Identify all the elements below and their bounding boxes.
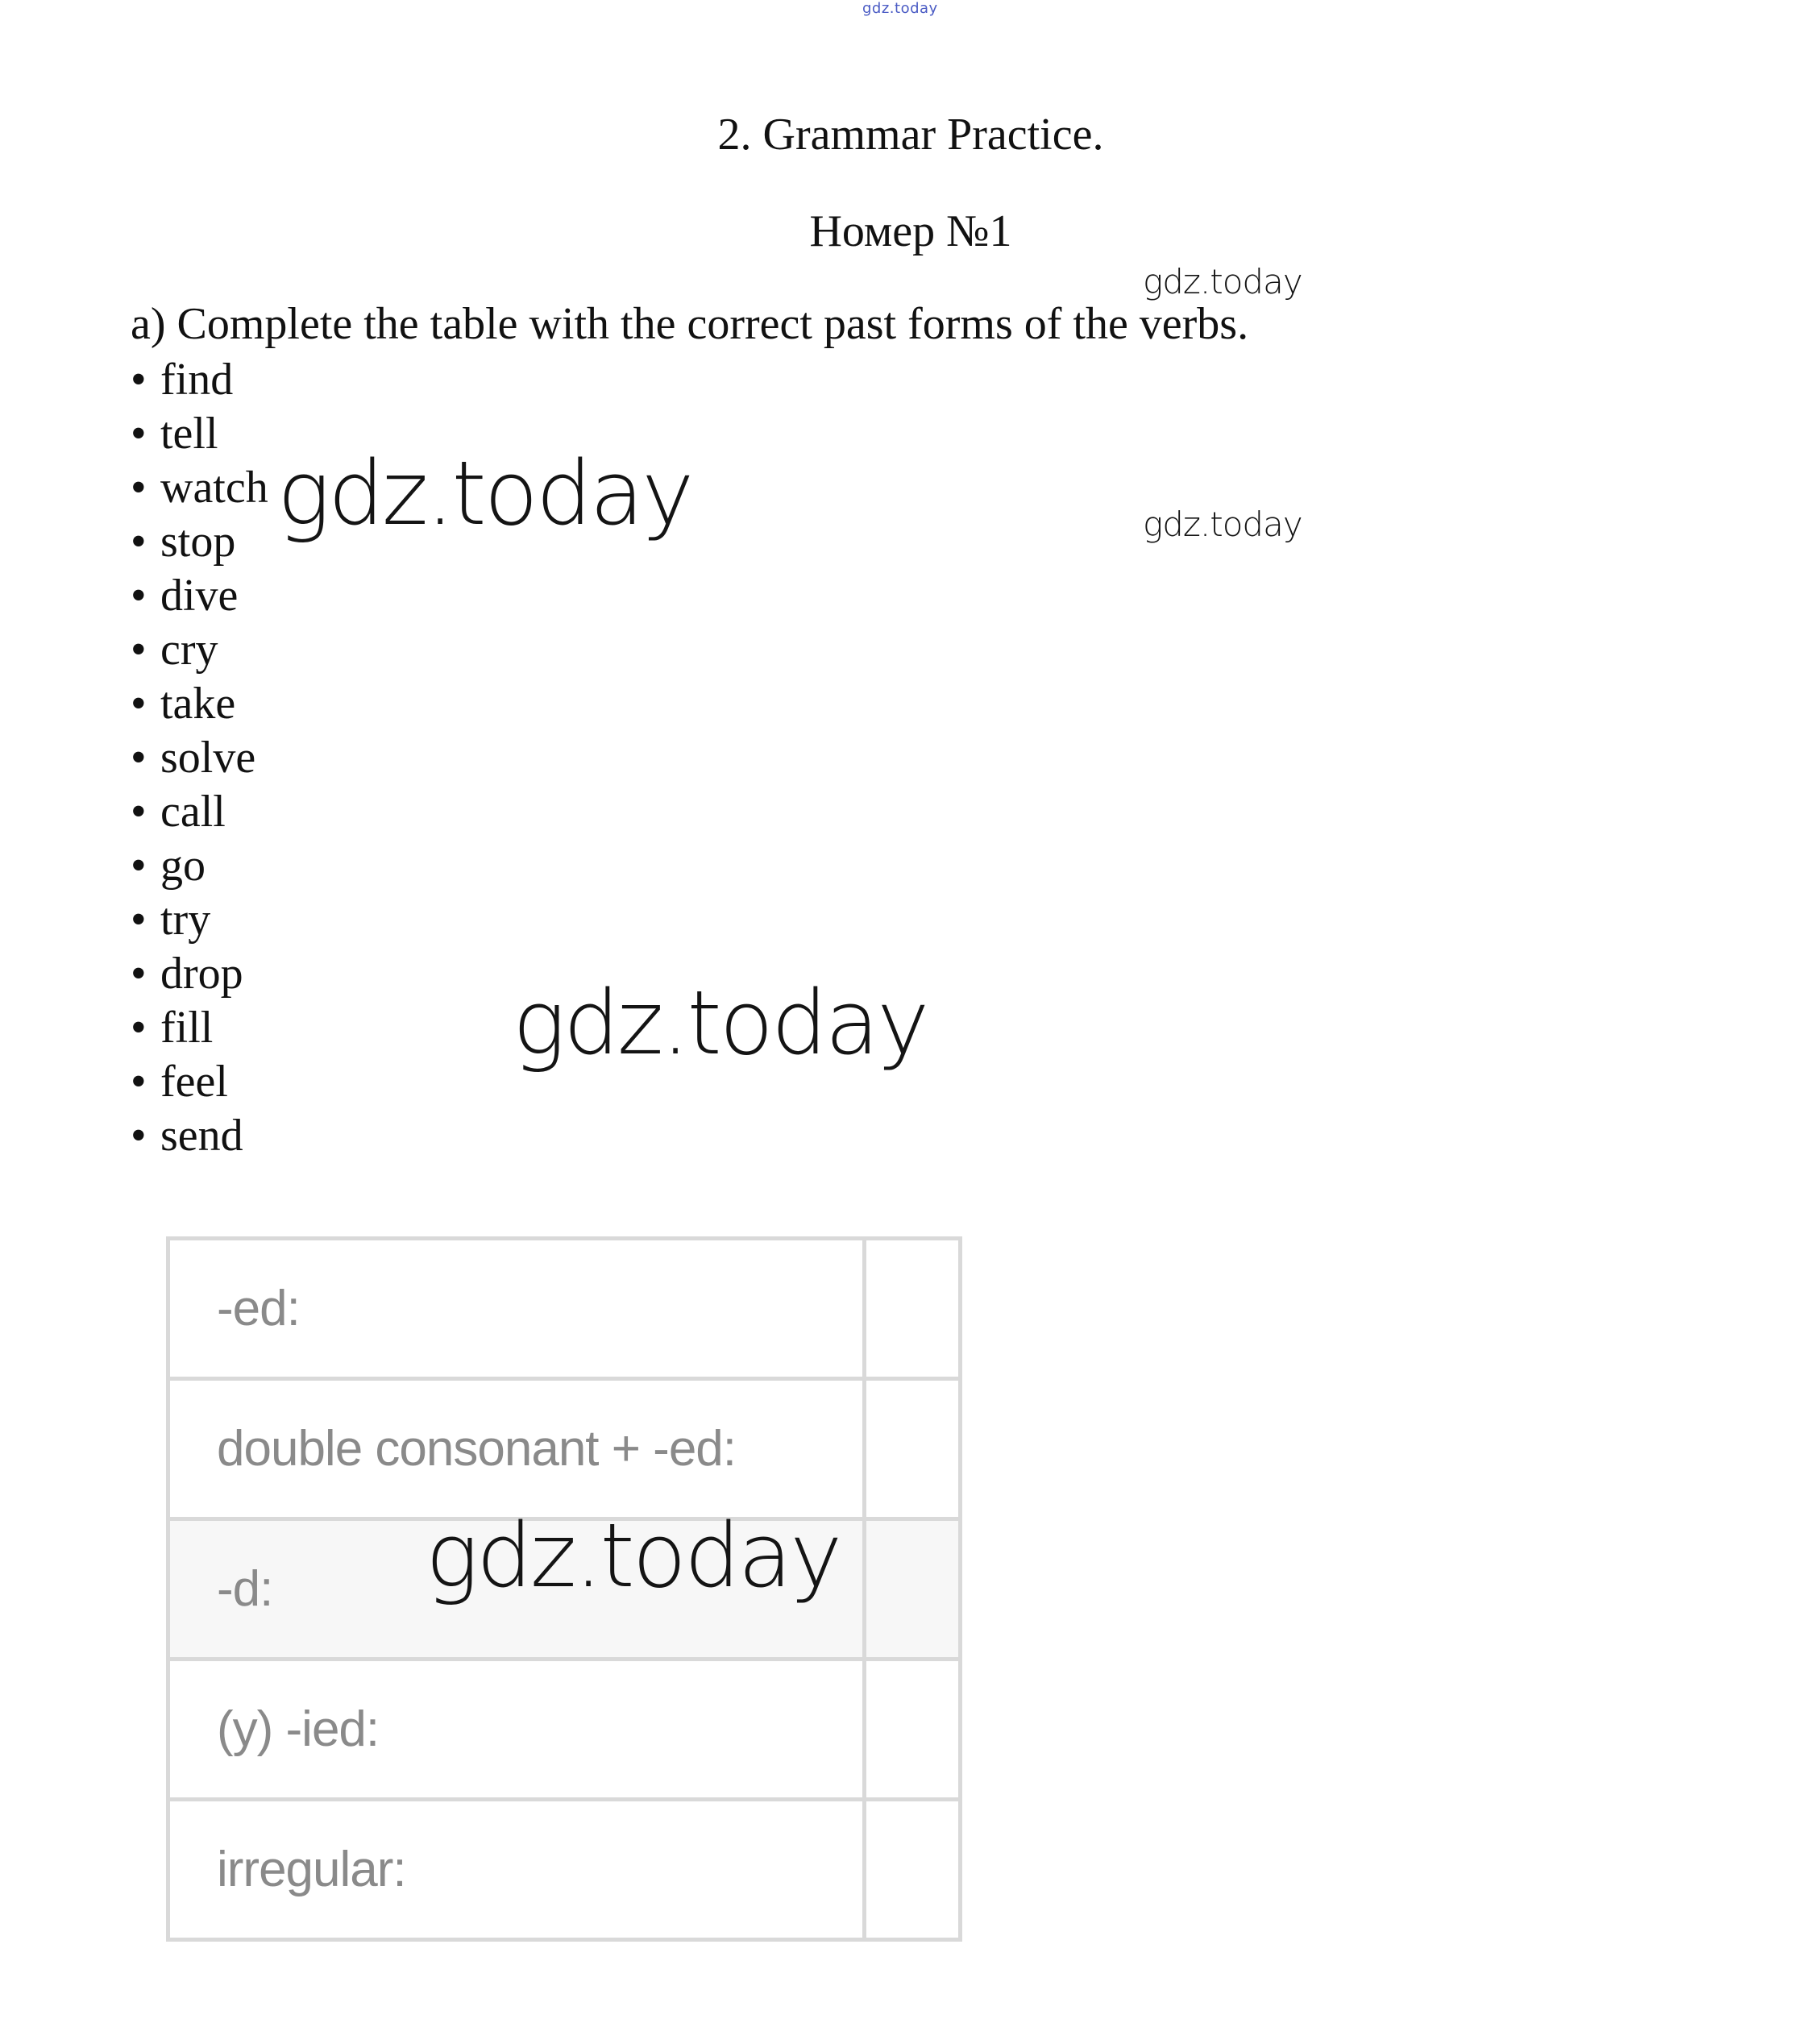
list-item: • stop — [131, 517, 236, 567]
list-item: • try — [131, 895, 211, 945]
list-item: • tell — [131, 409, 218, 459]
table-row — [168, 1379, 961, 1519]
watermark-text: gdz.today — [513, 971, 928, 1074]
table-row — [168, 1660, 961, 1800]
list-item: • take — [131, 679, 236, 729]
answer-cell[interactable] — [864, 1379, 960, 1519]
verb-list — [131, 353, 268, 1163]
row-label: (y) -ied: — [168, 1660, 865, 1800]
exercise-number: Номер №1 — [809, 206, 1012, 256]
list-item: • feel — [131, 1057, 228, 1107]
section-title: 2. Grammar Practice. — [717, 110, 1104, 160]
watermark-text: gdz.today — [277, 442, 692, 545]
list-item: • drop — [131, 949, 243, 999]
list-item: • send — [131, 1111, 243, 1161]
list-item: • dive — [131, 571, 239, 621]
list-item: • fill — [131, 1003, 214, 1053]
watermark-text: gdz.today — [426, 1504, 841, 1607]
row-label: -ed: — [168, 1239, 865, 1379]
answer-cell[interactable] — [864, 1519, 960, 1660]
list-item: • watch — [131, 463, 268, 513]
watermark-text: gdz.today — [1143, 505, 1302, 544]
answer-cell[interactable] — [864, 1800, 960, 1940]
watermark-text: gdz.today — [1143, 262, 1302, 301]
row-label: double consonant + -ed: — [168, 1379, 865, 1519]
top-watermark: gdz.today — [862, 0, 938, 17]
list-item: • solve — [131, 733, 256, 783]
row-label: irregular: — [168, 1800, 865, 1940]
row-label: -d: — [168, 1519, 865, 1660]
table-row — [168, 1800, 961, 1940]
answer-cell[interactable] — [864, 1239, 960, 1379]
list-item: • cry — [131, 625, 218, 675]
answer-cell[interactable] — [864, 1660, 960, 1800]
list-item: • go — [131, 841, 206, 891]
list-item: • find — [131, 355, 234, 405]
exercise-instruction: a) Complete the table with the correct past forms of the verbs. — [131, 299, 1249, 349]
table-row — [168, 1239, 961, 1379]
list-item: • call — [131, 787, 226, 837]
